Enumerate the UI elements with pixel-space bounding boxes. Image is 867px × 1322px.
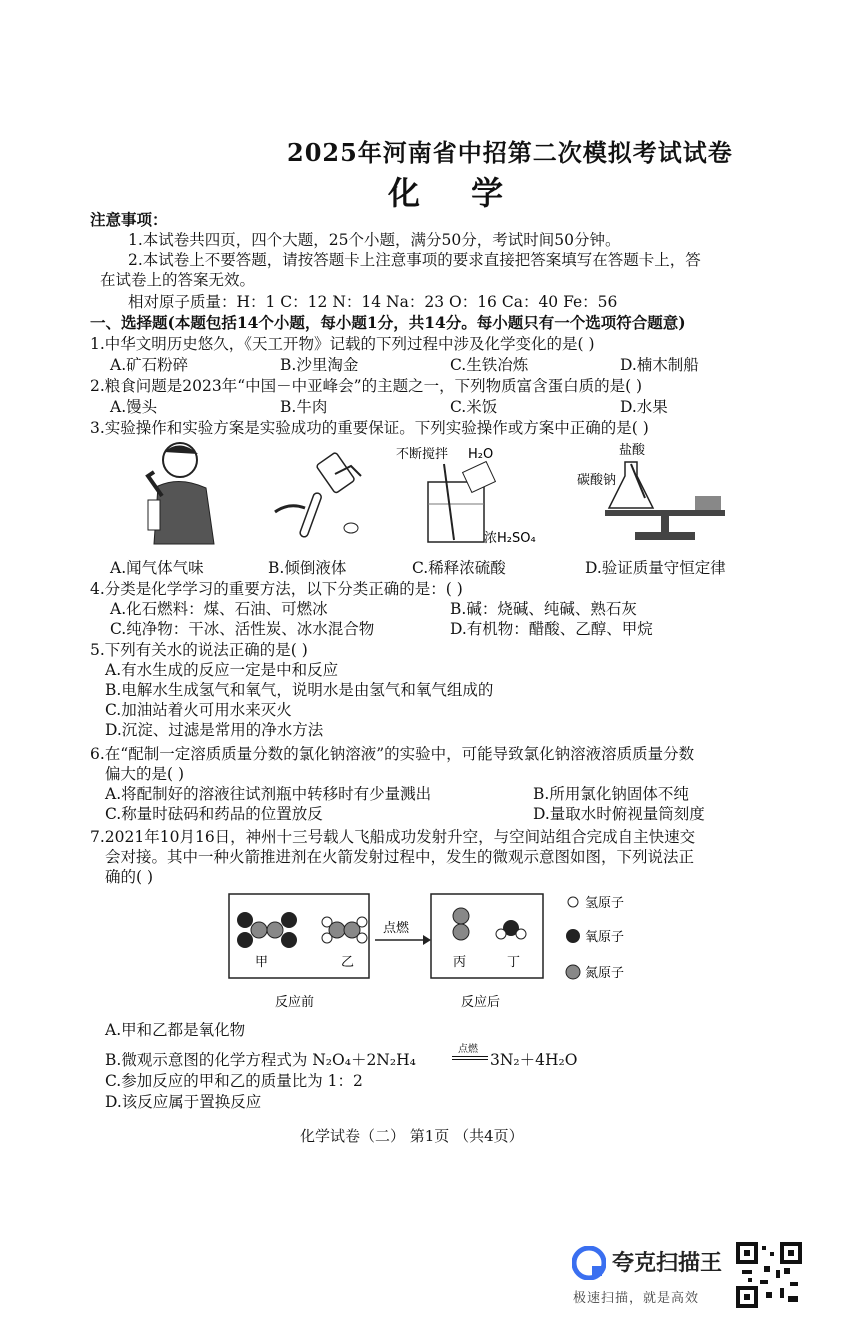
- q7-option-a: A.甲和乙都是氧化物: [105, 1021, 246, 1039]
- dilute-acid-figure: [396, 444, 546, 549]
- q2-stem: 2.粮食问题是2023年“中国－中亚峰会”的主题之一，下列物质富含蛋白质的是( ): [90, 377, 643, 395]
- q4-option-d: D.有机物：醋酸、乙醇、甲烷: [450, 620, 653, 638]
- q1-option-d: D.楠木制船: [620, 356, 699, 374]
- pour-liquid-figure: [265, 452, 375, 542]
- q5-option-d: D.沉淀、过滤是常用的净水方法: [105, 721, 324, 739]
- q4-stem: 4.分类是化学学习的重要方法，以下分类正确的是：( ): [90, 580, 463, 598]
- q2-option-a: A.馒头: [110, 398, 158, 416]
- qr-code-icon: [736, 1242, 802, 1308]
- q3-option-b: B.倾倒液体: [268, 559, 347, 577]
- label-jia: 甲: [255, 955, 269, 970]
- mass-conservation-figure: [575, 440, 740, 545]
- q3-option-d: D.验证质量守恒定律: [585, 559, 726, 577]
- after-box: [431, 894, 543, 978]
- exam-title: 2025年河南省中招第二次模拟考试试卷: [287, 138, 733, 167]
- label-after: 反应后: [461, 995, 501, 1010]
- label-ding: 丁: [507, 955, 521, 970]
- q7-option-b-condition: 点燃: [458, 1044, 478, 1055]
- q5-option-b: B.电解水生成氢气和氧气，说明水是由氢气和氧气组成的: [105, 681, 494, 699]
- fig-d-label-hcl: 盐酸: [619, 443, 646, 458]
- q7-option-c: C.参加反应的甲和乙的质量比为 1：2: [105, 1072, 363, 1090]
- q6-stem-1: 6.在“配制一定溶质质量分数的氯化钠溶液”的实验中，可能导致氯化钠溶液溶质质量分数: [90, 745, 695, 763]
- q2-option-c: C.米饭: [450, 398, 498, 416]
- q1-option-a: A.矿石粉碎: [110, 356, 189, 374]
- watermark-brand: 夸克扫描王: [612, 1251, 723, 1276]
- q3-stem: 3.实验操作和实验方案是实验成功的重要保证。下列实验操作或方案中正确的是( ): [90, 419, 649, 437]
- q4-option-b: B.碱：烧碱、纯碱、熟石灰: [450, 600, 637, 618]
- q2-option-d: D.水果: [620, 398, 668, 416]
- q4-option-c: C.纯净物：干冰、活性炭、冰水混合物: [110, 620, 375, 638]
- equation-equals: [452, 1056, 488, 1060]
- q5-option-a: A.有水生成的反应一定是中和反应: [105, 661, 339, 679]
- legend-nitrogen: 氮原子: [585, 966, 625, 981]
- q1-option-b: B.沙里淘金: [280, 356, 359, 374]
- q2-option-b: B.牛肉: [280, 398, 328, 416]
- q3-option-a: A.闻气体气味: [110, 559, 204, 577]
- fig-c-label-water: H₂O: [468, 447, 494, 462]
- q7-stem-3: 确的( ): [105, 868, 154, 886]
- notice-item-2b: 在试卷上的答案无效。: [100, 271, 256, 289]
- q7-option-b-rhs: 3N₂＋4H₂O: [490, 1051, 578, 1069]
- q3-option-c: C.稀释浓硫酸: [412, 559, 506, 577]
- q5-option-c: C.加油站着火可用水来灭火: [105, 701, 292, 719]
- fig-c-label-acid: 浓H₂SO₄: [484, 531, 536, 546]
- notice-item-2a: 2.本试卷上不要答题，请按答题卡上注意事项的要求直接把答案填写在答题卡上，答: [128, 251, 701, 269]
- watermark-slogan: 极速扫描，就是高效: [573, 1291, 700, 1306]
- q1-stem: 1.中华文明历史悠久，《天工开物》记载的下列过程中涉及化学变化的是( ): [90, 335, 595, 353]
- fig-d-label-na2co3: 碳酸钠: [577, 473, 617, 488]
- atomic-masses: 相对原子质量：H：1 C：12 N：14 Na：23 O：16 Ca：40 Fe：56: [128, 293, 618, 311]
- label-ignite: 点燃: [383, 921, 410, 936]
- q6-option-a: A.将配制好的溶液往试剂瓶中转移时有少量溅出: [105, 785, 432, 803]
- notice-item-1: 1.本试卷共四页，四个大题，25个小题，满分50分，考试时间50分钟。: [128, 231, 621, 249]
- q7-option-b: B.微观示意图的化学方程式为 N₂O₄＋2N₂H₄: [105, 1051, 416, 1069]
- q6-option-c: C.称量时砝码和药品的位置放反: [105, 805, 323, 823]
- q6-option-b: B.所用氯化钠固体不纯: [533, 785, 689, 803]
- legend-oxygen: 氧原子: [585, 930, 625, 945]
- subject-title: 化 学: [388, 174, 524, 212]
- page-footer: 化学试卷（二） 第1页 （共4页）: [300, 1127, 524, 1145]
- q7-stem-2: 会对接。其中一种火箭推进剂在火箭发射过程中，发生的微观示意图如图，下列说法正: [105, 848, 695, 866]
- q4-option-a: A.化石燃料：煤、石油、可燃冰: [110, 600, 328, 618]
- smell-gas-figure: [140, 436, 230, 548]
- notice-heading: 注意事项：: [90, 210, 168, 229]
- q1-option-c: C.生铁冶炼: [450, 356, 529, 374]
- section-1-heading: 一、选择题(本题包括14个小题，每小题1分，共14分。每小题只有一个选项符合题意): [90, 313, 686, 332]
- fig-c-label-stir: 不断搅拌: [396, 447, 449, 462]
- label-yi: 乙: [341, 955, 355, 970]
- q5-stem: 5.下列有关水的说法正确的是( ): [90, 641, 308, 659]
- label-bing: 丙: [453, 955, 467, 970]
- q7-option-d: D.该反应属于置换反应: [105, 1093, 262, 1111]
- label-before: 反应前: [275, 995, 315, 1010]
- scanner-logo-icon: [572, 1246, 606, 1280]
- q6-option-d: D.量取水时俯视量筒刻度: [533, 805, 705, 823]
- micro-reaction-diagram: [225, 890, 655, 1015]
- q6-stem-2: 偏大的是( ): [105, 765, 185, 783]
- q7-stem-1: 7.2021年10月16日，神州十三号载人飞船成功发射升空，与空间站组合完成自主快速交: [90, 828, 696, 846]
- legend-hydrogen: 氢原子: [585, 896, 625, 911]
